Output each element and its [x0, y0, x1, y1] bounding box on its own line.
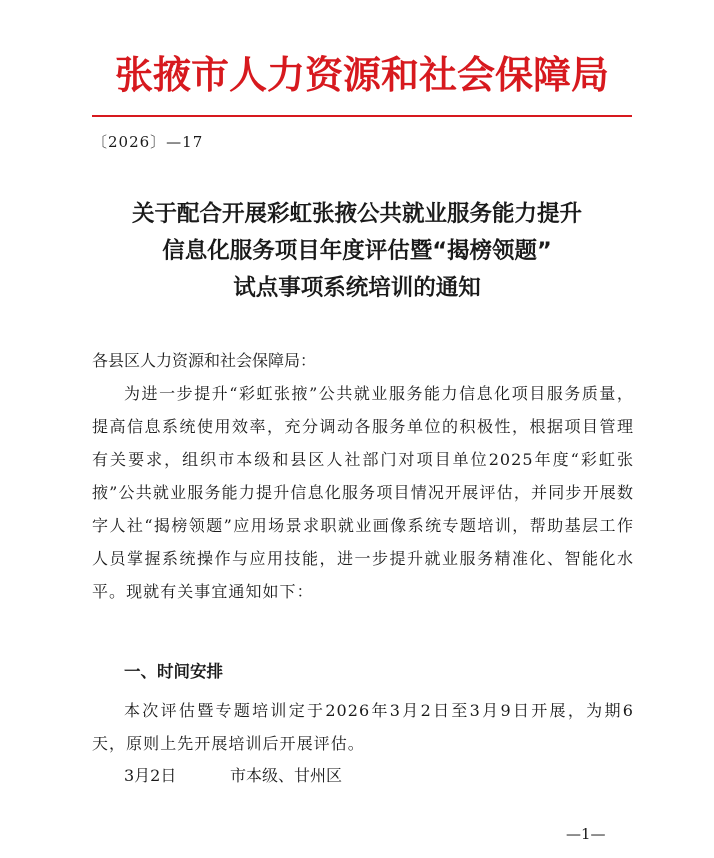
- schedule-units: 市本级、甘州区: [230, 766, 343, 785]
- masthead-title: 张掖市人力资源和社会保障局: [114, 53, 609, 97]
- page-number: —1—: [566, 825, 606, 843]
- document-title-line: 信息化服务项目年度评估暨“揭榜领题”: [162, 238, 552, 264]
- document-title-line: 关于配合开展彩虹张掖公共就业服务能力提升: [131, 201, 582, 227]
- document-title: [0, 196, 714, 307]
- schedule-row: [124, 762, 342, 790]
- document-number: 〔2026〕—17: [92, 133, 204, 151]
- schedule-date: 3月2日: [124, 766, 177, 785]
- section-heading-schedule: 一、时间安排: [124, 662, 223, 681]
- intro-paragraph: 为进一步提升“彩虹张掖”公共就业服务能力信息化项目服务质量，提高信息系统使用效率，充分调动各服务单位的积极性，根据项目管理有关要求，组织市本级和县区人社部门对项目单位2025年度“彩虹张掖”公共就业服务能力提升信息化服务项目情况开展评估，并同步开展数字人社“揭榜领题”应用场景求职就业画像系统专题培训，帮助基层工作人员掌握系统操作与应用技能，进一步提升就业服务精准化、智能化水平。现就有关事宜通知如下：: [92, 384, 634, 601]
- red-rule: [92, 115, 632, 117]
- addressee: 各县区人力资源和社会保障局：: [92, 351, 317, 370]
- schedule-paragraph: 本次评估暨专题培训定于2026年3月2日至3月9日开展，为期6天，原则上先开展培训后开展评估。: [92, 701, 634, 753]
- document-title-line: 试点事项系统培训的通知: [233, 275, 481, 301]
